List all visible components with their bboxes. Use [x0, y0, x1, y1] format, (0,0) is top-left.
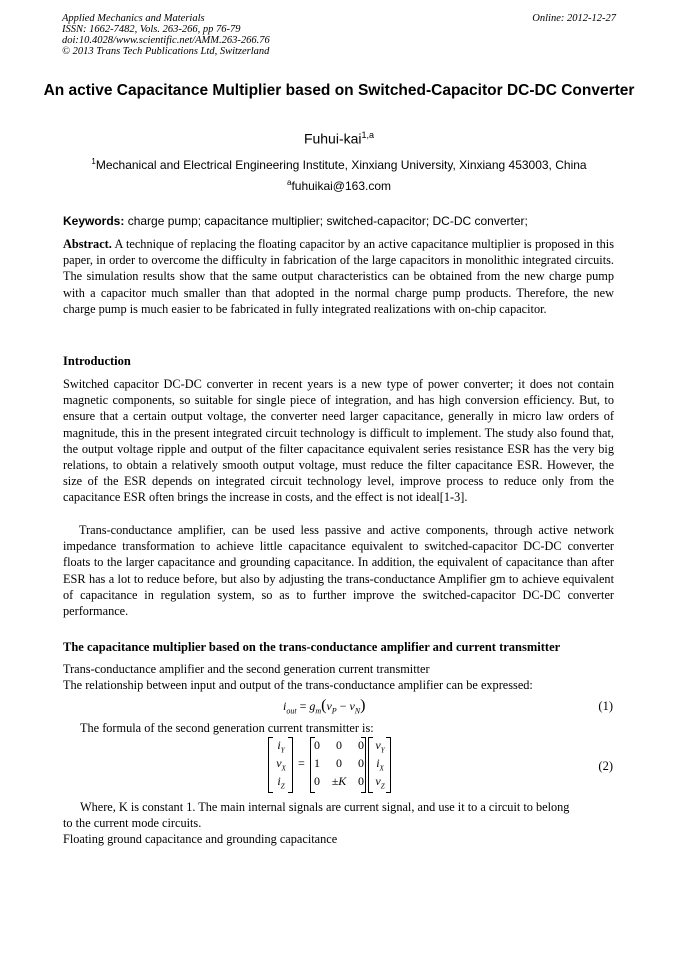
- affiliation-sup: 1: [91, 157, 96, 166]
- lhs-sub: X: [281, 764, 286, 773]
- eq2-equals: =: [298, 756, 305, 770]
- lhs-sub: Z: [280, 782, 285, 791]
- email-text[interactable]: fuhuikai@163.com: [291, 179, 392, 193]
- matrix-cell: 0: [358, 774, 364, 788]
- eq1-v1: v: [326, 699, 332, 713]
- paper-title: An active Capacitance Multiplier based on Switched-Capacitor DC-DC Converter: [43, 82, 635, 99]
- eq1-g-sub: m: [315, 706, 322, 716]
- eq1-g: g: [309, 699, 316, 713]
- section2-line-6: Floating ground capacitance and grounding capacitance: [63, 832, 338, 846]
- lhs-item: [271, 756, 291, 774]
- lhs-item: [271, 738, 291, 756]
- matrix-cell: 0: [336, 756, 342, 770]
- eq1-v2-sub: N: [354, 706, 361, 716]
- rhs-var: v: [375, 774, 381, 788]
- equation-1-number: (1): [598, 699, 613, 713]
- affiliation: [0, 157, 678, 172]
- matrix-cell: 0: [314, 774, 320, 788]
- abstract-label: Abstract.: [63, 237, 112, 251]
- section2-line-3: The formula of the second generation current transmitter is:: [80, 721, 374, 735]
- matrix-row: [314, 738, 364, 756]
- online-date: Online: 2012-12-27: [532, 13, 616, 24]
- matrix-cell: 0: [358, 738, 364, 752]
- rhs-sub: Y: [380, 746, 385, 755]
- section2-line-4: Where, K is constant 1. The main internal signals are current signal, and use it to a circuit to belong: [80, 800, 570, 814]
- section2-heading: The capacitance multiplier based on the trans-conductance amplifier and current transmitter: [63, 640, 561, 654]
- journal-name: Applied Mechanics and Materials: [62, 13, 205, 24]
- equation-1: [283, 697, 365, 715]
- rhs-item: [370, 756, 390, 774]
- rhs-var: v: [375, 738, 381, 752]
- eq1-open-paren: (: [321, 697, 327, 714]
- intro-paragraph-2: Trans-conductance amplifier, can be used less passive and active components, through active network impedance transformation to achieve little capacitance equivalent to switched-capacitor DC-DC converter floats to the larger capacitance and grounding capacitance. In addition, the equivalent of capacitance than after ESR has a lot to reduce before, but also by adjusting the trans-conductance Amplifier gm to achieve equivalent of capacitance in regulation system, so as to further improve the switched-capacitor DC-DC converter performance.: [63, 523, 614, 619]
- matrix-cell: 0: [314, 738, 320, 752]
- lhs-var: i: [277, 738, 281, 752]
- rhs-sub: Z: [380, 782, 385, 791]
- email: [0, 178, 678, 193]
- equation-2-number: (2): [598, 759, 613, 773]
- rhs-vector: [370, 738, 390, 792]
- matrix-cell: 1: [314, 756, 320, 770]
- matrix-cell: 0: [336, 738, 342, 752]
- rhs-var: i: [376, 756, 380, 770]
- rhs-sub: X: [379, 764, 384, 773]
- abstract-text: A technique of replacing the floating capacitor by an active capacitance multiplier is proposed in this paper, in order to overcome the difficulty in fabrication of the large capacitors in monolithic integrated circuits. The simulation results show that the same output characteristics can be obtained from the new charge pump with a capacitor much smaller than that adopted in the normal charge pump products. Therefore, the new charge pump is much easier to be fabricated in fully integrated realizations with on-chip capacitor.: [63, 237, 614, 316]
- matrix-row: [314, 756, 364, 774]
- author-sup: 1,a: [361, 130, 375, 140]
- lhs-var: i: [277, 774, 281, 788]
- lhs-var: v: [276, 756, 282, 770]
- eq1-close-paren: ): [360, 697, 366, 714]
- keywords-label: Keywords:: [63, 214, 125, 228]
- email-sup: a: [286, 178, 292, 187]
- section2-line-2: The relationship between input and output of the trans-conductance amplifier can be expressed:: [63, 678, 533, 692]
- keywords: [63, 214, 528, 228]
- lhs-sub: Y: [280, 746, 285, 755]
- matrix-cell: 0: [358, 756, 364, 770]
- lhs-vector: [271, 738, 291, 792]
- doi: doi:10.4028/www.scientific.net/AMM.263-266.76: [62, 35, 270, 46]
- issn: ISSN: 1662-7482, Vols. 263-266, pp 76-79: [62, 24, 241, 35]
- eq1-equals: =: [299, 699, 307, 713]
- author-name: Fuhui-kai: [303, 130, 362, 147]
- abstract: [63, 236, 614, 317]
- rhs-item: [370, 738, 390, 756]
- lhs-item: [271, 774, 291, 792]
- eq1-lhs-sub: out: [286, 706, 297, 716]
- journal-header: [62, 13, 616, 57]
- eq1-v1-sub: P: [331, 706, 337, 716]
- introduction-heading: Introduction: [63, 354, 131, 368]
- section2-line-5: to the current mode circuits.: [63, 816, 202, 830]
- matrix-body: [314, 738, 364, 792]
- rhs-item: [370, 774, 390, 792]
- intro-paragraph-1: Switched capacitor DC-DC converter in recent years is a new type of power converter; it does not contain magnetic components, so suitable for single piece of integration, and has high conversion efficiency. But, to ensure that a certain output voltage, the converter need larger capacitance, generally in micro law orders of magnitude, this in the present integrated circuit technology is difficult to implement. The study also found that, the output voltage ripple and output of the filter capacitance equivalent series resistance ESR has the very big relations, to obtain a relatively smooth output voltage, must reduce the filter capacitance ESR. However, the size of the ESR depends on integrated circuit technology level, improve process to reduce only from the capacitance ESR often brings the increase in costs, and the effect is not ideal[1-3].: [63, 377, 614, 505]
- affiliation-text: Mechanical and Electrical Engineering Institute, Xinxiang University, Xinxiang 453003, China: [95, 158, 587, 172]
- copyright: © 2013 Trans Tech Publications Ltd, Switzerland: [62, 46, 270, 57]
- eq1-minus: −: [339, 699, 347, 713]
- matrix-cell: ±K: [331, 774, 347, 788]
- eq1-v2: v: [349, 699, 355, 713]
- author: [0, 130, 678, 147]
- matrix-row: [314, 774, 364, 792]
- section2-line-1: Trans-conductance amplifier and the second generation current transmitter: [63, 662, 430, 676]
- eq1-lhs: i: [283, 699, 287, 713]
- keywords-text: charge pump; capacitance multiplier; switched-capacitor; DC-DC converter;: [127, 214, 528, 228]
